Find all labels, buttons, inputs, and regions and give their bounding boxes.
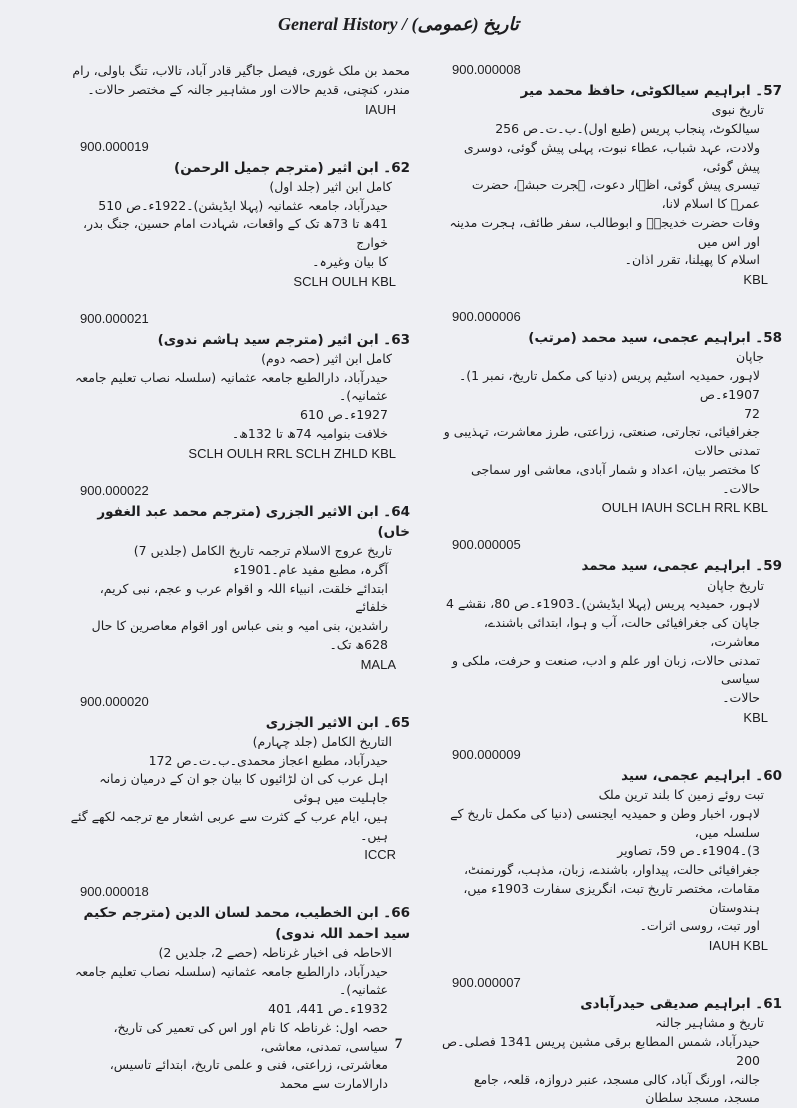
library-codes: KBL (442, 272, 782, 287)
entry-heading (70, 158, 410, 178)
entry-number: 57۔ (755, 83, 782, 99)
entry-number: 65۔ (383, 715, 410, 731)
entry-text-line: اہل عرب کی ان لڑائیوں کا بیان جو ان کے درمیان زمانہ جاہلیت میں ہوئی (70, 770, 410, 808)
entry-book-title: کامل ابن اثیر (حصہ دوم) (70, 350, 410, 369)
entry-text-line: خلافت بنوامیہ 74ھ تا 132ھ۔ (70, 425, 410, 444)
entry-text-line: لاہور، حمیدیہ اسٹیم پریس (دنیا کی مکمل تاریخ، نمبر 1)۔1907ء۔ص (442, 367, 782, 405)
catalog-entry (442, 309, 782, 515)
entry-text-line: وفات حضرت خدیجہؓ و ابوطالب، سفر طائف، ہجرت مدینہ اور اس میں (442, 214, 782, 252)
entry-text-line: 72 (442, 405, 782, 424)
catalog-entry (70, 694, 410, 863)
entry-text-line: جغرافیائی حالت، پیداوار، باشندے، زبان، مذہب، گورنمنٹ، (442, 861, 782, 880)
entry-number: 61۔ (755, 996, 782, 1012)
entry-text-line: جالنہ، اورنگ آباد، کالی مسجد، عنبر دروازہ، قلعہ، جامع مسجد، مسجد سلطان (442, 1071, 782, 1108)
entry-heading (70, 330, 410, 350)
catalog-entry (442, 62, 782, 287)
entry-text-line: جاپان کی جغرافیائی حالت، آب و ہوا، ابتدائی باشندے، معاشرت، (442, 614, 782, 652)
catalog-entry (442, 537, 782, 725)
library-codes: OULH IAUH SCLH RRL KBL (442, 500, 782, 515)
catalog-entry (442, 747, 782, 953)
entry-text-line: حیدرآباد، دارالطبع جامعہ عثمانیہ (سلسلہ نصاب تعلیم جامعہ عثمانیہ)۔ (70, 369, 410, 407)
left-column (70, 62, 410, 1094)
entry-book-title: کامل ابن اثیر (جلد اول) (70, 178, 410, 197)
entry-book-title: تاریخ جاپان (442, 577, 782, 596)
entry-number: 64۔ (383, 504, 410, 520)
catalog-entry (70, 311, 410, 461)
library-codes: IAUH KBL (442, 938, 782, 953)
entry-book-title: تاریخ عروج الاسلام ترجمہ تاریخ الکامل (جلدیں 7) (70, 542, 410, 561)
entry-number: 58۔ (755, 330, 782, 346)
entry-heading (442, 994, 782, 1014)
entry-text-line: آگرہ، مطبع مفید عام۔1901ء (70, 561, 410, 580)
entry-text-line: اسلام کا پھیلنا، تقرر اذان۔ (442, 251, 782, 270)
entry-text-line: کا مختصر بیان، اعداد و شمار آبادی، معاشی اور سماجی حالات۔ (442, 461, 782, 499)
entry-text-line: حیدرآباد، شمس المطابع برقی مشین پریس 1341 فصلی۔ص 200 (442, 1033, 782, 1071)
entry-text-line: اور تبت، روسی اثرات۔ (442, 917, 782, 936)
library-codes: SCLH OULH KBL (70, 274, 410, 289)
entry-number: 62۔ (383, 160, 410, 176)
library-codes: KBL (442, 710, 782, 725)
entry-text-line: تمدنی حالات، زبان اور علم و ادب، صنعت و حرفت، ملکی و سیاسی (442, 652, 782, 690)
entry-number: 63۔ (383, 332, 410, 348)
entry-heading (442, 766, 782, 786)
entry-text-line: 1932ء۔ص 441، 401 (70, 1000, 410, 1019)
entry-text-line: 3)۔1904ء۔ص 59، تصاویر (442, 842, 782, 861)
entry-book-title: جاپان (442, 348, 782, 367)
entry-heading (70, 713, 410, 733)
entry-author: ابراہیم عجمی، سید محمد (581, 558, 750, 574)
library-codes: ICCR (70, 847, 410, 862)
entry-text-line: کا بیان وغیرہ۔ (70, 253, 410, 272)
entry-book-title: تبت روئے زمین کا بلند ترین ملک (442, 786, 782, 805)
entry-author: ابن الاثیر الجزری (مترجم محمد عبد الغفور خاں) (97, 504, 410, 540)
entry-text-line: ہیں، ایام عرب کے کثرت سے عربی اشعار مع ترجمہ لکھے گئے ہیں۔ (70, 808, 410, 846)
accession-number: 900.000018 (80, 884, 410, 899)
entry-author: ابراہیم سیالکوٹی، حافظ محمد میر (521, 83, 751, 99)
entry-book-title: التاریخ الکامل (جلد چہارم) (70, 733, 410, 752)
entry-text-line: ولادت، عہد شباب، عطاء نبوت، پہلی پیش گوئی، دوسری پیش گوئی، (442, 139, 782, 177)
entry-number: 66۔ (383, 905, 410, 921)
entry-author: ابن الاثیر الجزری (266, 715, 379, 731)
entry-text-line: حیدرآباد، مطبع اعجاز محمدی۔ب۔ت۔ص 172 (70, 752, 410, 771)
accession-number: 900.000007 (452, 975, 782, 990)
library-codes: MALA (70, 657, 410, 672)
entry-text-line: لاہور، اخبار وطن و حمیدیہ ایجنسی (دنیا کی مکمل تاریخ کے سلسلہ میں، (442, 805, 782, 843)
entry-author: ابراہیم عجمی، سید (621, 768, 751, 784)
accession-number: 900.000008 (452, 62, 782, 77)
page-number: 7 (0, 1036, 797, 1053)
catalog-entry (70, 139, 410, 289)
catalog-entry (70, 62, 410, 117)
entry-heading (442, 328, 782, 348)
page-header: General History / تاریخ (عمومی) (0, 14, 797, 35)
entry-text-line: مندر، کنچنی، قدیم حالات اور مشاہیر جالنہ کے مختصر حالات۔ (70, 81, 410, 100)
entry-author: ابراہیم صدیقی حیدرآبادی (580, 996, 750, 1012)
accession-number: 900.000005 (452, 537, 782, 552)
entry-text-line: محمد بن ملک غوری، فیصل جاگیر قادر آباد، تالاب، تنگ باولی، رام (70, 62, 410, 81)
entry-text-line: جغرافیائی، تجارتی، صنعتی، زراعتی، طرز معاشرت، تہذیبی و تمدنی حالات (442, 423, 782, 461)
entry-text-line: 1927ء۔ص 610 (70, 406, 410, 425)
entry-heading (70, 502, 410, 543)
entry-text-line: حیدرآباد، دارالطبع جامعہ عثمانیہ (سلسلہ نصاب تعلیم جامعہ عثمانیہ)۔ (70, 963, 410, 1001)
library-codes: IAUH (70, 102, 410, 117)
entry-text-line: حصہ اول: غرناطہ کا نام اور اس کی تعمیر کی تاریخ، سیاسی، تمدنی، معاشی، (70, 1019, 410, 1057)
entry-heading (70, 903, 410, 944)
catalog-entry (70, 884, 410, 1094)
entry-text-line: حیدرآباد، جامعہ عثمانیہ (پہلا ایڈیشن)۔1922ء۔ص 510 (70, 197, 410, 216)
entry-text-line: معاشرتی، زراعتی، فنی و علمی تاریخ، ابتدائے تاسیس، دارالامارت سے محمد (70, 1056, 410, 1094)
entry-author: ابراہیم عجمی، سید محمد (مرتب) (528, 330, 750, 346)
accession-number: 900.000006 (452, 309, 782, 324)
entry-author: ابن اثیر (مترجم جمیل الرحمن) (174, 160, 379, 176)
entry-text-line: حالات۔ (442, 689, 782, 708)
entry-number: 59۔ (755, 558, 782, 574)
entry-text-line: ابتدائے خلقت، انبیاء اللہ و اقوام عرب و عجم، نبی کریم، خلفائے (70, 580, 410, 618)
library-codes: SCLH OULH RRL SCLH ZHLD KBL (70, 446, 410, 461)
catalog-entry (70, 483, 410, 672)
entry-heading (442, 556, 782, 576)
entry-book-title: تاریخ نبوی (442, 101, 782, 120)
accession-number: 900.000022 (80, 483, 410, 498)
accession-number: 900.000021 (80, 311, 410, 326)
entry-text-line: 41ھ تا 73ھ تک کے واقعات، شہادت امام حسین، جنگ بدر، خوارج (70, 215, 410, 253)
accession-number: 900.000019 (80, 139, 410, 154)
accession-number: 900.000009 (452, 747, 782, 762)
accession-number: 900.000020 (80, 694, 410, 709)
entry-text-line: تیسری پیش گوئی، اظہار دعوت، ہجرت حبشہ، حضرت عمرؓ کا اسلام لانا، (442, 176, 782, 214)
entry-book-title: تاریخ و مشاہیر جالنہ (442, 1014, 782, 1033)
entry-text-line: سیالکوٹ، پنجاب پریس (طبع اول)۔ب۔ت۔ص 256 (442, 120, 782, 139)
entry-text-line: لاہور، حمیدیہ پریس (پہلا ایڈیشن)۔1903ء۔ص 80، نقشے 4 (442, 595, 782, 614)
entry-text-line: راشدین، بنی امیہ و بنی عباس اور اقوام معاصرین کا حال 628ھ تک۔ (70, 617, 410, 655)
right-column (442, 62, 782, 1108)
entry-author: ابن الخطیب، محمد لسان الدین (مترجم حکیم سید احمد اللہ ندوی) (84, 905, 410, 941)
entry-heading (442, 81, 782, 101)
entry-text-line: مقامات، مختصر تاریخ تبت، انگریزی سفارت 1903ء میں، ہندوستان (442, 880, 782, 918)
entry-number: 60۔ (755, 768, 782, 784)
entry-author: ابن اثیر (مترجم سید ہاشم ندوی) (158, 332, 379, 348)
entry-book-title: الاحاطہ فی اخبار غرناطہ (حصے 2، جلدیں 2) (70, 944, 410, 963)
